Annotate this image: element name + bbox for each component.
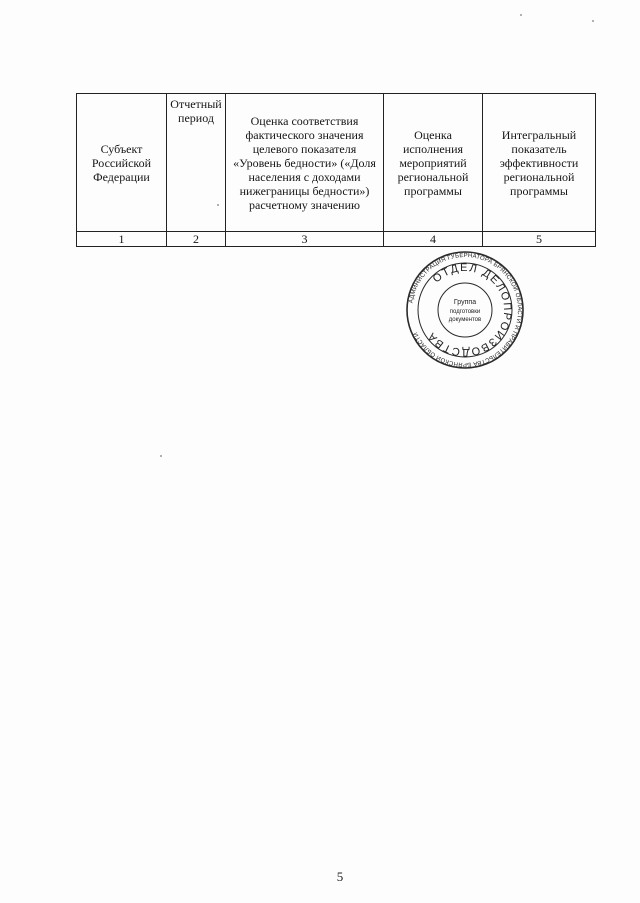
column-number-1: 1: [77, 232, 167, 247]
header-period: Отчетный период: [167, 94, 226, 232]
stamp-outer-text: АДМИНИСТРАЦИЯ ГУБЕРНАТОРА БРЯНСКОЙ ОБЛАСТИ И ПРАВИТЕЛЬСТВА БРЯНСКОЙ ОБЛАСТИ: [408, 252, 523, 368]
scan-speck: [520, 14, 522, 16]
header-subject: Субъект Российской Федерации: [77, 94, 167, 232]
table-number-row: [77, 232, 596, 247]
stamp-center-line-3: документов: [448, 317, 482, 323]
stamp-ring-text: ОТДЕЛ ДЕЛОПРОИЗВОДСТВА: [424, 261, 514, 359]
column-number-3: 3: [226, 232, 384, 247]
department-stamp: [405, 250, 525, 370]
scan-speck: [592, 20, 594, 22]
scan-speck: [160, 455, 162, 457]
evaluation-table: [76, 93, 596, 247]
column-number-2: 2: [167, 232, 226, 247]
header-integral-indicator: Интегральный показатель эффективности региональной программы: [483, 94, 596, 232]
stamp-center-line-1: Группа: [453, 299, 477, 306]
header-target-assessment: Оценка соответствия фактического значения целевого показателя «Уровень бедности» («Доля населения с доходами нижеграницы бедности») расчетному значению: [226, 94, 384, 232]
stamp-center-line-2: подготовки: [449, 309, 481, 315]
scan-speck: [217, 204, 219, 206]
header-measures-assessment: Оценка исполнения мероприятий региональной программы: [384, 94, 483, 232]
column-number-4: 4: [384, 232, 483, 247]
page-number: 5: [336, 869, 344, 884]
column-number-5: 5: [483, 232, 596, 247]
table-header-row: [77, 94, 596, 232]
